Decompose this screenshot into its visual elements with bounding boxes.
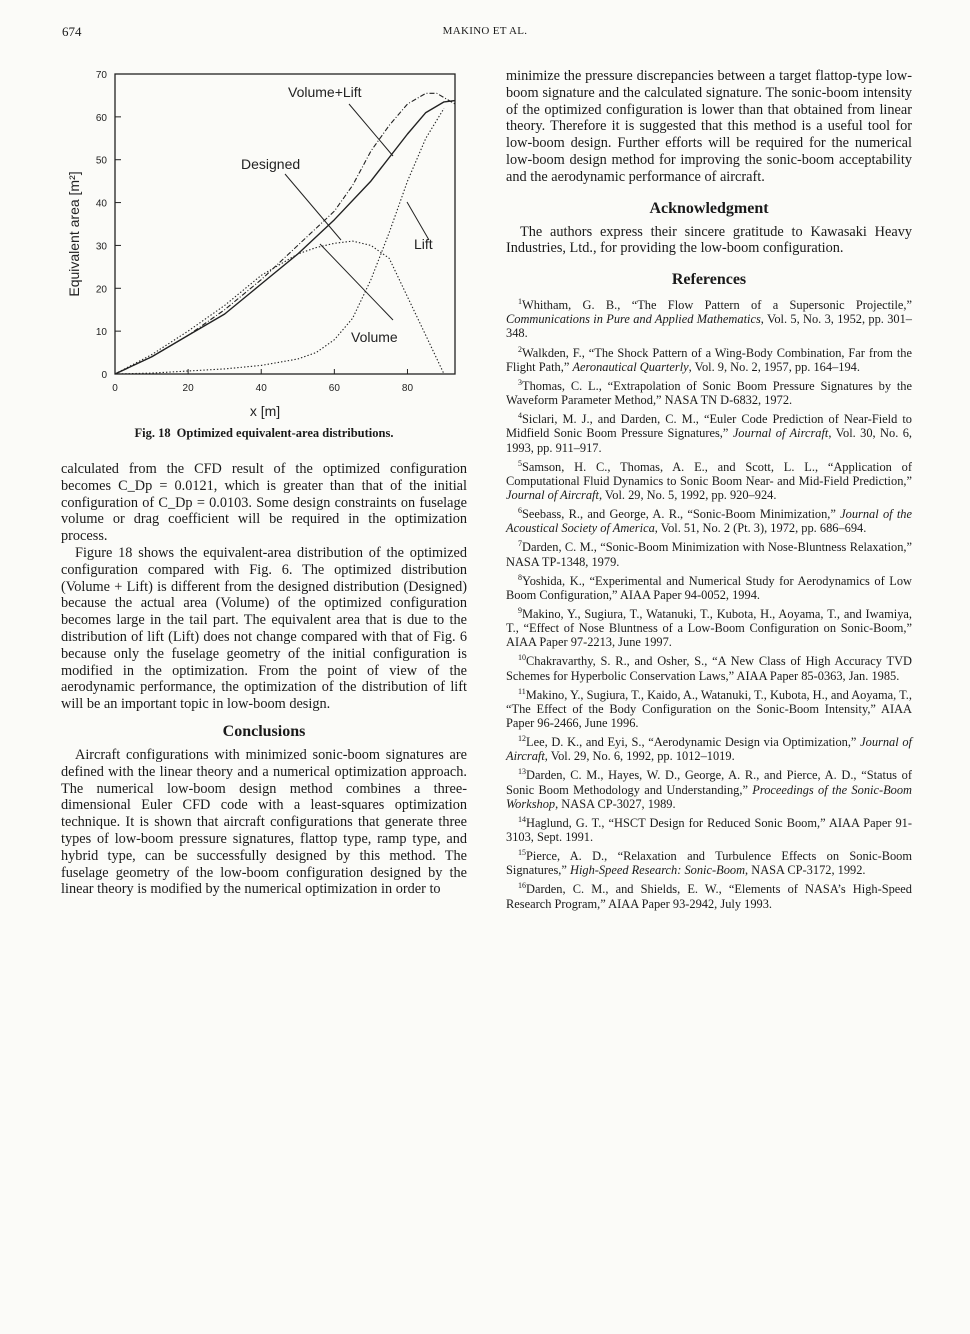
reference-number: 5 [518, 458, 522, 468]
reference-text: Makino, Y., Sugiura, T., Watanuki, T., Kubota, H., Aoyama, T., and Iwamiya, T., “Effect of Nose Bluntness of a Low-Boom Configuration on Sonic-Boom,” AIAA Paper 97-2213, June 1997. [506, 607, 912, 650]
reference-text: Yoshida, K., “Experimental and Numerical Study for Aerodynamics of Low Boom Configuration,” AIAA Paper 94-0052, 1994. [506, 573, 912, 602]
paragraph-drag-coefficient: calculated from the CFD result of the optimized configuration becomes C_Dp = 0.0121, which is greater than that of the initial configuration of C_Dp = 0.0103. Some design constraints on fuselage volume or drag coefficient will be required in the optimization process. [61, 461, 467, 545]
reference-text: Whitham, G. B., “The Flow Pattern of a Supersonic Projectile,” [522, 298, 912, 313]
curve-leader-line [407, 202, 429, 240]
x-tick-label: 20 [182, 383, 194, 394]
reference-item [506, 813, 912, 844]
reference-details: , Vol. 29, No. 6, 1992, pp. 1012–1019. [544, 749, 735, 764]
reference-source: Journal of Aircraft [732, 426, 829, 441]
reference-source: High-Speed Research: Sonic-Boom [570, 863, 746, 878]
reference-item [506, 343, 912, 374]
paragraph-conclusions-continued: minimize the pressure discrepancies between a target flattop-type low-boom signature and the calculated signature. The sonic-boom intensity of the optimized configuration is lower than that obtained from linear theory. Therefore it is suggested that this method is a useful tool for low-boom design. Further efforts will be required for the numerical low-boom design method for improving the sonic-boom acceptability and the aerodynamic performance of aircraft. [506, 68, 912, 185]
reference-number: 1 [518, 297, 522, 307]
y-tick-label: 50 [95, 155, 107, 167]
reference-number: 3 [518, 377, 522, 387]
reference-text: Chakravarthy, S. R., and Osher, S., “A New Class of High Accuracy TVD Schemes for Hyperbolic Conservation Laws,” AIAA Paper 85-0363, Jan. 1985. [506, 654, 912, 683]
equivalent-area-chart [61, 62, 467, 422]
series-line-volume [115, 241, 444, 374]
acknowledgment-text: The authors express their sincere gratitude to Kawasaki Heavy Industries, Ltd., for providing the low-boom configuration. [506, 223, 912, 257]
x-axis-title: x [m] [249, 403, 281, 419]
reference-number: 13 [518, 767, 526, 777]
reference-item [506, 457, 912, 502]
reference-item [506, 571, 912, 602]
reference-text: Siclari, M. J., and Darden, C. M., “Euler Code Prediction of Near-Field to Midfield Sonic Boom Pressure Signatures,” [506, 412, 912, 441]
reference-number: 10 [518, 653, 526, 663]
plot-frame [115, 74, 455, 374]
reference-number: 11 [518, 686, 526, 696]
page-number: 674 [62, 24, 82, 39]
reference-number: 15 [518, 848, 526, 858]
reference-item [506, 732, 912, 763]
figure-caption [61, 426, 467, 441]
y-tick-label: 10 [95, 327, 107, 339]
reference-item [506, 295, 912, 340]
figure-caption-label: Fig. 18 [134, 426, 171, 440]
reference-text: Darden, C. M., and Shields, E. W., “Elements of NASA’s High-Speed Research Program,” AIAA Paper 93-2942, July 1993. [506, 882, 912, 911]
right-column [506, 68, 912, 913]
figure-18 [61, 62, 467, 422]
reference-details: , Vol. 51, No. 2 (Pt. 3), 1972, pp. 686–694. [654, 521, 867, 536]
reference-details: , NASA CP-3172, 1992. [745, 863, 866, 878]
reference-list [506, 295, 912, 911]
reference-source: Journal of Aircraft [506, 487, 599, 502]
reference-details: , NASA CP-3027, 1989. [555, 796, 676, 811]
reference-details: , Vol. 30, No. 6, 1993, pp. 911–917. [506, 426, 912, 455]
x-tick-label: 80 [401, 383, 414, 394]
reference-item [506, 879, 912, 910]
curve-label-lift: Lift [414, 236, 433, 252]
curve-label-designed: Designed [241, 156, 301, 172]
reference-details: , Vol. 5, No. 3, 1952, pp. 301–348. [506, 312, 912, 341]
references-heading: References [671, 271, 747, 289]
reference-text: Makino, Y., Sugiura, T., Kaido, A., Watanuki, T., Kubota, H., and Aoyama, T., “The Effect of the Body Configuration on the Sonic-Boom Intensity,” AIAA Paper 96-2466, June 1996. [506, 687, 912, 730]
y-axis-title: Equivalent area [m²] [66, 171, 82, 297]
reference-number: 6 [518, 506, 522, 516]
reference-item [506, 537, 912, 568]
reference-number: 16 [518, 881, 526, 891]
reference-source: Journal of Aircraft [506, 735, 912, 764]
reference-source: Communications in Pure and Applied Mathematics [506, 312, 761, 327]
reference-details: , Vol. 29, No. 5, 1992, pp. 920–924. [598, 487, 777, 502]
series-line-volume-lift [115, 93, 455, 374]
series-line-designed [115, 101, 455, 374]
y-tick-label: 30 [95, 241, 107, 253]
paragraph-figure-18-discussion: Figure 18 shows the equivalent-area distribution of the optimized configuration compared with Fig. 6. The optimized distribution (Volume + Lift) is different from the designed distribution (Designed) because the actual area (Volume) of the optimized configuration becomes large in the tail part. The equivalent area that is due to the distribution of lift (Lift) does not change compared with that of Fig. 6 because only the fuselage geometry of the initial configuration is modified in the optimization. From the point of view of the aerodynamic performance, the optimization of the distribution of lift will be an important topic in low-boom design. [61, 544, 467, 713]
reference-number: 2 [518, 344, 522, 354]
reference-item [506, 685, 912, 730]
curve-label-volume-lift: Volume+Lift [288, 84, 362, 100]
reference-text: Seebass, R., and George, A. R., “Sonic-Boom Minimization,” [522, 507, 841, 522]
reference-item [506, 651, 912, 682]
paragraph-conclusions: Aircraft configurations with minimized sonic-boom signatures are defined with the linear theory and a numerical optimization approach. The numerical low-boom design method combines a three-dimensional Euler CFD code with a least-squares optimization technique. It is shown that aircraft configurations that generate three types of low-boom pressure signatures, flattop type, ramp type, and hybrid type, can be successfully designed by this method. The fuselage geometry of the low-boom configuration designed by the linear theory is modified by the numerical optimization in order to [61, 746, 467, 898]
reference-text: Darden, C. M., Hayes, W. D., George, A. R., and Pierce, A. D., “Status of Sonic Boom Methodology and Understanding,” [506, 768, 912, 797]
acknowledgment-heading: Acknowledgment [649, 199, 769, 217]
x-tick-label: 60 [328, 383, 340, 394]
running-head: MAKINO ET AL. [442, 25, 528, 37]
curve-leader-line [285, 174, 341, 240]
reference-text: Thomas, C. L., “Extrapolation of Sonic Boom Pressure Signatures by the Waveform Parameter Method,” NASA TN D-6832, 1972. [506, 379, 912, 408]
reference-text: Pierce, A. D., “Relaxation and Turbulence Effects on Sonic-Boom Signatures,” [506, 849, 912, 878]
reference-source: Aeronautical Quarterly [572, 359, 689, 374]
y-tick-label: 60 [95, 112, 107, 124]
y-tick-label: 40 [95, 198, 107, 210]
reference-text: Haglund, G. T., “HSCT Design for Reduced Sonic Boom,” AIAA Paper 91-3103, Sept. 1991. [506, 815, 912, 845]
reference-number: 9 [518, 605, 522, 615]
reference-number: 14 [518, 814, 526, 824]
reference-details: , Vol. 9, No. 2, 1957, pp. 164–194. [688, 359, 860, 374]
reference-number: 4 [518, 411, 522, 421]
y-tick-label: 70 [95, 70, 107, 81]
reference-item [506, 765, 912, 810]
curve-label-volume: Volume [351, 329, 398, 345]
reference-item [506, 376, 912, 407]
left-column [61, 62, 467, 898]
reference-item [506, 504, 912, 535]
reference-item [506, 604, 912, 649]
reference-source: Proceedings of the Sonic-Boom Workshop [506, 782, 912, 811]
x-tick-label: 0 [112, 383, 118, 394]
figure-caption-text: Optimized equivalent-area distributions. [176, 426, 394, 440]
reference-number: 12 [518, 734, 526, 744]
reference-source: Journal of the Acoustical Society of America [506, 507, 912, 536]
reference-text: Walkden, F., “The Shock Pattern of a Wing-Body Combination, Far from the Flight Path,” [506, 345, 912, 374]
curve-leader-line [320, 244, 393, 320]
reference-text: Samson, H. C., Thomas, A. E., and Scott, L. L., “Application of Computational Fluid Dynamics to Sonic Boom Near- and Mid-Field Prediction,” [506, 459, 912, 488]
reference-number: 7 [518, 539, 522, 549]
conclusions-heading: Conclusions [222, 722, 306, 740]
y-tick-label: 0 [101, 370, 107, 381]
reference-number: 8 [518, 572, 522, 582]
reference-text: Lee, D. K., and Eyi, S., “Aerodynamic Design via Optimization,” [526, 735, 861, 750]
x-tick-label: 40 [255, 383, 267, 394]
reference-item [506, 846, 912, 877]
reference-item [506, 409, 912, 454]
y-tick-label: 20 [95, 284, 107, 296]
reference-text: Darden, C. M., “Sonic-Boom Minimization with Nose-Bluntness Relaxation,” NASA TP-1348, 1979. [506, 540, 912, 569]
